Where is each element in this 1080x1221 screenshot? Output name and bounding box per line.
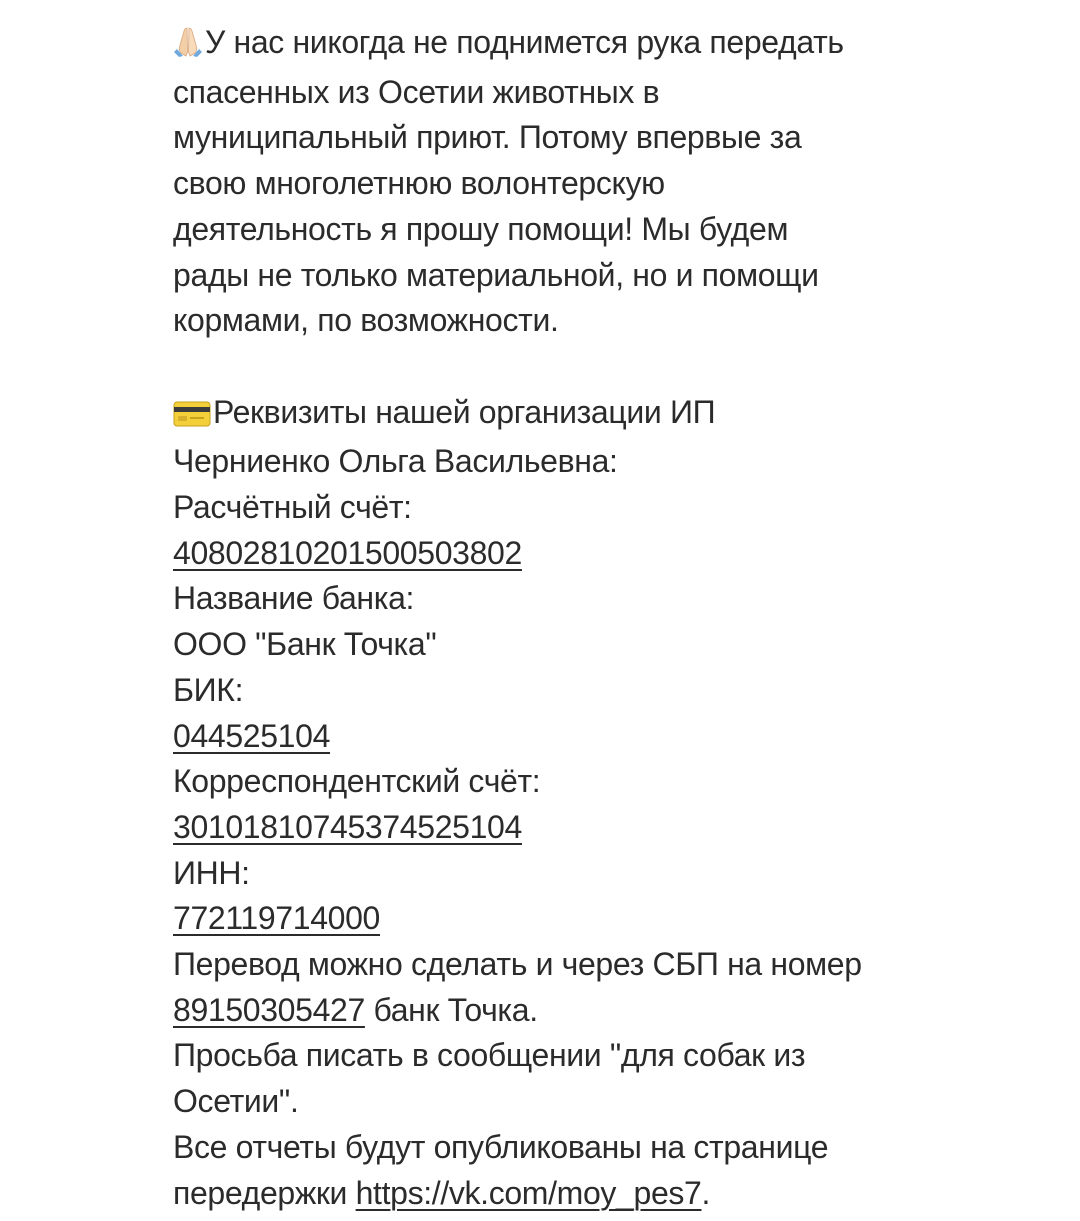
account-number-link[interactable]: 40802810201500503802 [173, 534, 522, 571]
request-text: Просьба писать в сообщении "для собак из [173, 1037, 806, 1074]
intro-line: У нас никогда не поднимется рука передать [173, 20, 933, 70]
post-text [173, 20, 933, 1216]
intro-paragraph [173, 20, 933, 344]
request-text: Осетии". [173, 1083, 299, 1120]
intro-line: рады не только материальной, но и помощи [173, 256, 819, 293]
reports-text: Все отчеты будут опубликованы на странице [173, 1128, 829, 1165]
requisites-title: Реквизиты нашей организации ИП [173, 390, 933, 440]
bik-label: БИК: [173, 671, 244, 708]
sbp-text: Перевод можно сделать и через СБП на номер [173, 946, 862, 983]
bik-number-link[interactable]: 044525104 [173, 717, 331, 754]
vk-page-link[interactable]: https://vk.com/moy_pes7 [355, 1174, 702, 1211]
sbp-phone-line [173, 988, 933, 1034]
sbp-phone-link[interactable]: 89150305427 [173, 991, 365, 1028]
credit-card-icon [173, 394, 211, 440]
inn-number-link[interactable]: 772119714000 [173, 900, 380, 937]
bank-value: ООО "Банк Точка" [173, 626, 437, 663]
corr-account-label: Корреспондентский счёт: [173, 763, 541, 800]
reports-suffix: . [701, 1174, 711, 1211]
reports-link-line [173, 1171, 933, 1217]
requisites-section [173, 390, 933, 1217]
intro-line: кормами, по возможности. [173, 302, 559, 339]
requisites-owner: Черниенко Ольга Васильевна: [173, 443, 618, 480]
inn-label: ИНН: [173, 854, 250, 891]
reports-prefix: передержки [173, 1174, 356, 1211]
intro-line: деятельность я прошу помощи! Мы будем [173, 210, 789, 247]
intro-line: муниципальный приют. Потому впервые за [173, 119, 802, 156]
bank-label: Название банка: [173, 580, 415, 617]
account-label: Расчётный счёт: [173, 489, 412, 526]
corr-account-number-link[interactable]: 30101810745374525104 [173, 808, 522, 845]
intro-line: свою многолетнюю волонтерскую [173, 165, 665, 202]
folded-hands-icon [173, 24, 203, 70]
paragraph-spacer [173, 344, 933, 390]
intro-line: спасенных из Осетии животных в [173, 73, 660, 110]
sbp-bank-text: банк Точка. [364, 991, 538, 1028]
